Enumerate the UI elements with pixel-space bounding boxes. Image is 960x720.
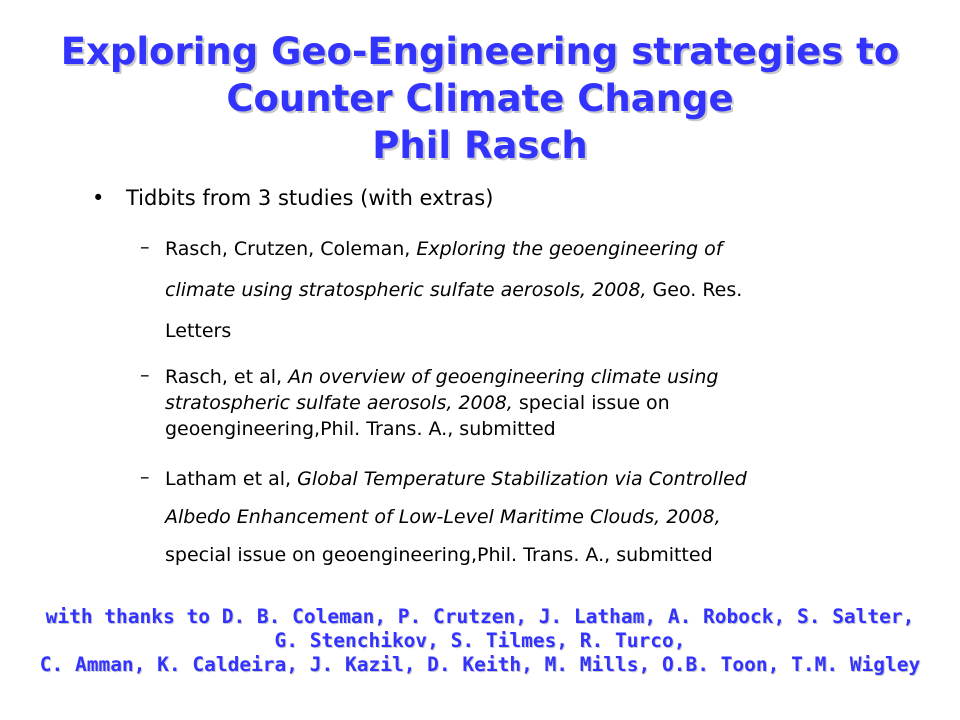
reference-title-cont: Albedo Enhancement of Low-Level Maritime Clouds, 2008, — [165, 506, 721, 528]
reference-title-cont: stratospheric sulfate aerosols, 2008, — [165, 392, 513, 414]
acknowledgements-line-2: G. Stenchikov, S. Tilmes, R. Turco, — [274, 629, 686, 652]
reference-venue: special issue on geoengineering,Phil. Trans. A., submitted — [165, 544, 713, 566]
sub-bullet-dash: – — [140, 364, 150, 386]
sub-bullet-dash: – — [140, 466, 150, 488]
reference-authors: Latham et al, — [165, 468, 298, 490]
reference-title-cont: climate using stratospheric sulfate aerosols, 2008, — [165, 279, 647, 301]
reference-venue: special issue on — [512, 392, 670, 414]
reference-authors: Rasch, Crutzen, Coleman, — [165, 238, 417, 260]
title-line-2: Counter Climate Change — [226, 77, 734, 120]
title-line-1: Exploring Geo-Engineering strategies to — [60, 30, 900, 73]
title-author: Phil Rasch — [372, 124, 588, 167]
reference-venue: Geo. Res. — [646, 279, 743, 301]
acknowledgements-line-3: C. Amman, K. Caldeira, J. Kazil, D. Keith, M. Mills, O.B. Toon, T.M. Wigley — [39, 653, 921, 676]
acknowledgements-line-1: with thanks to D. B. Coleman, P. Crutzen, J. Latham, A. Robock, S. Salter, — [45, 605, 915, 628]
reference-title: Exploring the geoengineering of — [416, 238, 723, 260]
bullet-text: Tidbits from 3 studies (with extras) — [126, 186, 494, 210]
slide-title — [0, 28, 960, 169]
reference-venue-cont: geoengineering,Phil. Trans. A., submitted — [165, 418, 556, 440]
bullet-marker: • — [92, 186, 105, 210]
acknowledgements — [0, 605, 960, 677]
reference-title: Global Temperature Stabilization via Controlled — [297, 468, 747, 490]
reference-text — [165, 466, 747, 580]
reference-text — [165, 236, 742, 359]
reference-venue-cont: Letters — [165, 320, 232, 342]
reference-text — [165, 364, 718, 442]
sub-bullet-dash: – — [140, 236, 150, 258]
reference-title: An overview of geoengineering climate using — [288, 366, 719, 388]
reference-authors: Rasch, et al, — [165, 366, 289, 388]
main-bullet — [92, 186, 493, 210]
